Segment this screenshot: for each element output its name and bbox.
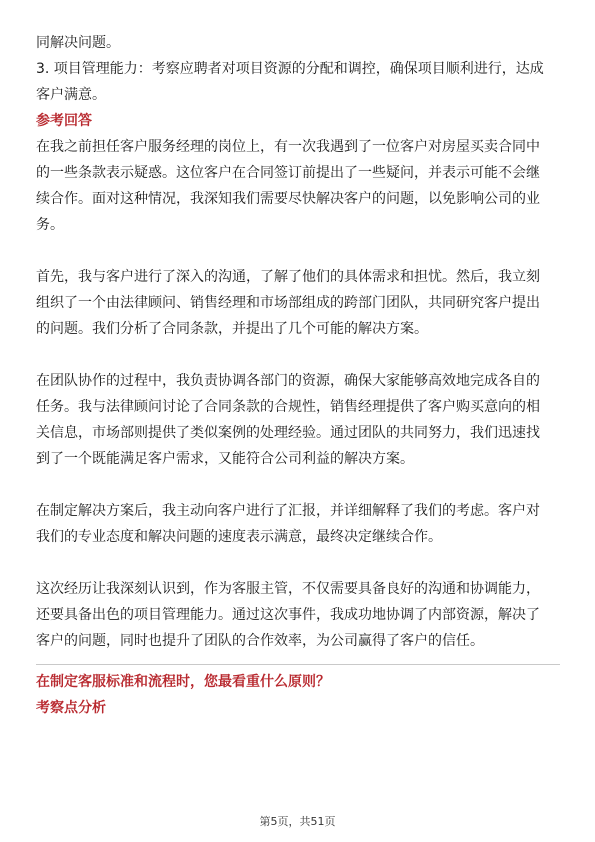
- paragraph-gap: [36, 472, 560, 498]
- answer-paragraph-1: [36, 134, 560, 238]
- analysis-heading: 考察点分析: [36, 700, 106, 716]
- intro-line: 同解决问题。: [36, 35, 120, 51]
- answer-line: 在我之前担任客户服务经理的岗位上，有一次我遇到了一位客户对房屋买卖合同中: [36, 139, 540, 155]
- page-content: [36, 30, 560, 721]
- answer-paragraph-3: [36, 368, 560, 472]
- answer-line: 我们的专业态度和解决问题的速度表示满意，最终决定继续合作。: [36, 529, 442, 545]
- paragraph-gap: [36, 550, 560, 576]
- paragraph-gap: [36, 238, 560, 264]
- point-3-line-1: 3. 项目管理能力：考察应聘者对项目资源的分配和调控，确保项目顺利进行，达成: [36, 61, 544, 77]
- next-question-title: 在制定客服标准和流程时，您最看重什么原则？: [36, 674, 330, 690]
- answer-line: 这次经历让我深刻认识到，作为客服主管，不仅需要具备良好的沟通和协调能力，: [36, 581, 540, 597]
- answer-line: 的问题。我们分析了合同条款，并提出了几个可能的解决方案。: [36, 321, 428, 337]
- answer-line: 到了一个既能满足客户需求，又能符合公司利益的解决方案。: [36, 451, 414, 467]
- answer-line: 任务。我与法律顾问讨论了合同条款的合规性，销售经理提供了客户购买意向的相: [36, 399, 540, 415]
- answer-line: 组织了一个由法律顾问、销售经理和市场部组成的跨部门团队，共同研究客户提出: [36, 295, 540, 311]
- page-footer: 第5页，共51页: [259, 815, 336, 828]
- answer-paragraph-5: [36, 576, 560, 654]
- answer-line: 续合作。面对这种情况，我深知我们需要尽快解决客户的问题，以免影响公司的业: [36, 191, 540, 207]
- answer-line: 还要具备出色的项目管理能力。通过这次事件，我成功地协调了内部资源，解决了: [36, 607, 540, 623]
- answer-line: 的一些条款表示疑惑。这位客户在合同签订前提出了一些疑问，并表示可能不会继: [36, 165, 540, 181]
- answer-paragraph-2: [36, 264, 560, 342]
- point-3-line-2: 客户满意。: [36, 87, 106, 103]
- reference-answer-heading: 参考回答: [36, 113, 92, 129]
- answer-line: 在制定解决方案后，我主动向客户进行了汇报，并详细解释了我们的考虑。客户对: [36, 503, 540, 519]
- answer-line: 首先，我与客户进行了深入的沟通，了解了他们的具体需求和担忧。然后，我立刻: [36, 269, 540, 285]
- answer-line: 在团队协作的过程中，我负责协调各部门的资源，确保大家能够高效地完成各自的: [36, 373, 540, 389]
- answer-paragraph-4: [36, 498, 560, 550]
- answer-line: 关信息，市场部则提供了类似案例的处理经验。通过团队的共同努力，我们迅速找: [36, 425, 540, 441]
- paragraph-gap: [36, 342, 560, 368]
- answer-line: 务。: [36, 217, 64, 233]
- section-divider: [36, 664, 560, 665]
- answer-line: 客户的问题，同时也提升了团队的合作效率，为公司赢得了客户的信任。: [36, 633, 484, 649]
